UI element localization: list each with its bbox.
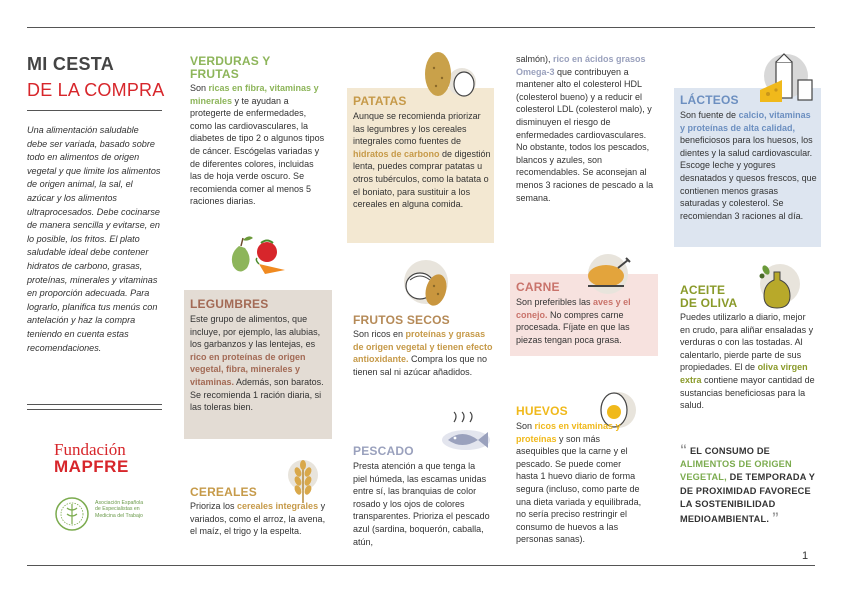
page-title-line2: DE LA COMPRA (27, 80, 165, 100)
nuts-icon (398, 258, 460, 310)
assoc-seal-icon (54, 496, 90, 532)
title-rule (27, 110, 162, 111)
wheat-icon (286, 455, 320, 505)
aceite-text: Puedes utilizarlo a diario, mejor en crudo, para aliñar ensaladas y verduras o con las tostadas. Al calentarlo, pierde parte de sus propiedades. El de oliva virgen extra contiene mayor cantidad de sustancias beneficiosas para la salud. (680, 312, 815, 411)
chicken-icon (578, 252, 634, 294)
lacteos-title: LÁCTEOS (680, 93, 739, 107)
lacteos-text: Son fuente de calcio, vitaminas y proteínas de alta calidad, beneficiosos para los huesos, los dientes y la salud cardiovascular. Escoge leche y yogures desnatados y quesos frescos, que contienen menos grasas saturadas y colesterol. Se recomiendan 3 raciones al día. (680, 110, 817, 221)
fish-icon (440, 410, 492, 454)
pescado-title: PESCADO (353, 444, 414, 458)
fundacion-logo-text: Fundación (54, 440, 126, 459)
intro-rule-2 (27, 409, 162, 410)
intro-rule-1 (27, 404, 162, 405)
dairy-icon (752, 50, 818, 106)
cereales-text: Prioriza los cereales integrales y variados, como el arroz, la avena, el maíz, el trigo y la espelta. (190, 501, 326, 537)
sustainability-quote: “ EL CONSUMO DE ALIMENTOS DE ORIGEN VEGETAL, DE TEMPORADA Y DE PROXIMIDAD FAVORECE LA SOSTENIBILIDAD MEDIOAMBIENTAL. ” (680, 441, 815, 526)
potato-icon (418, 48, 478, 100)
huevos-text: Son ricos en vitaminas y proteínas y son más asequibles que la carne y el pescado. Se puede comer hasta 1 huevo diario de forma segura (incluso, como parte de una dieta variada y equilibrada, no sería preciso restringir el consumo de huevos a las personas sanas). (516, 421, 642, 545)
verduras-title: VERDURAS Y FRUTAS (190, 54, 271, 81)
huevos-title: HUEVOS (516, 404, 568, 418)
assoc-logo-text: Asociación Española de Especialistas en Medicina del Trabajo (95, 500, 144, 519)
carne-title: CARNE (516, 280, 560, 294)
page-number: 1 (802, 550, 809, 562)
page-title-line1: MI CESTA (27, 54, 115, 74)
legumbres-title: LEGUMBRES (190, 297, 269, 311)
frutos-text: Son ricos en proteínas y grasas de origen vegetal y tienen efecto antioxidante. Compra los que no tienen sal ni azúcar añadidos. (353, 329, 493, 377)
omega-text: salmón), rico en ácidos grasos Omega-3 que contribuyen a mantener alto el colesterol HDL (colesterol bueno) y a reducir el colesterol LDL (colesterol malo), y disminuyen el riesgo de enfermedades cardiovasculares. No obstante, todos los pescados, blancos y azules, son recomendables. Se aconsejan al menos 3 raciones de pescado a la semana. (516, 54, 654, 203)
fruits-vegetables-icon (225, 232, 287, 276)
legumbres-text: Este grupo de alimentos, que incluye, por ejemplo, las alubias, los garbanzos y las lentejas, es rico en proteínas de origen vegetal, fibra, minerales y vitaminas. Además, son baratos. Se recomienda 1 ración diaria, si las toleras bien. (190, 314, 324, 413)
patatas-title: PATATAS (353, 94, 407, 108)
pescado-text: Presta atención a que tenga la piel húmeda, las escamas unidas entre sí, las branquias de color rosado y los ojos de colores transparentes. Prioriza el pescado azul (sardina, boquerón, caballa, atún, (353, 461, 490, 547)
verduras-text: Son ricas en fibra, vitaminas y minerales y te ayudan a protegerte de enfermedades, como las cardiovasculares, la diabetes de tipo 2 o algunos tipos de cáncer. Escógelas variadas y de diferentes colores, incluidas las de hoja verde oscuro. Se recomienda comer al menos 5 raciones diarias. (190, 83, 325, 207)
olive-oil-icon (752, 262, 802, 312)
frutos-title: FRUTOS SECOS (353, 313, 450, 327)
mapfre-logo-text: MAPFRE (54, 457, 129, 476)
carne-text: Son preferibles las aves y el conejo. No compres carne procesada. Fíjate en que las piezas tengan poca grasa. (516, 297, 631, 345)
top-rule (27, 27, 815, 28)
aceite-title: ACEITE DE OLIVA (680, 283, 738, 310)
bottom-rule (27, 565, 815, 566)
patatas-text: Aunque se recomienda priorizar las legumbres y los cereales integrales como fuentes de hidratos de carbono de digestión lenta, puedes comprar patatas u otros tubérculos, como la batata o el boniato, para sustituir a los cereales en alguna comida. (353, 111, 491, 210)
intro-text: Una alimentación saludable debe ser variada, basado sobre todo en alimentos de origen vegetal y que limite los alimentos de origen animal, la sal, el azúcar y los alimentos ultraprocesados. Debe cocinarse de manera sencilla y evitarse, en lo posible, los fritos. El plato saludable ideal debe contener hidratos de carbono, grasas, proteínas, minerales y vitaminas en proporción adecuada. Para lograrlo, planifica tus menús con antelación y haz la compra teniendo en cuenta estas recomendaciones. (27, 125, 161, 353)
cereales-title: CEREALES (190, 485, 257, 499)
